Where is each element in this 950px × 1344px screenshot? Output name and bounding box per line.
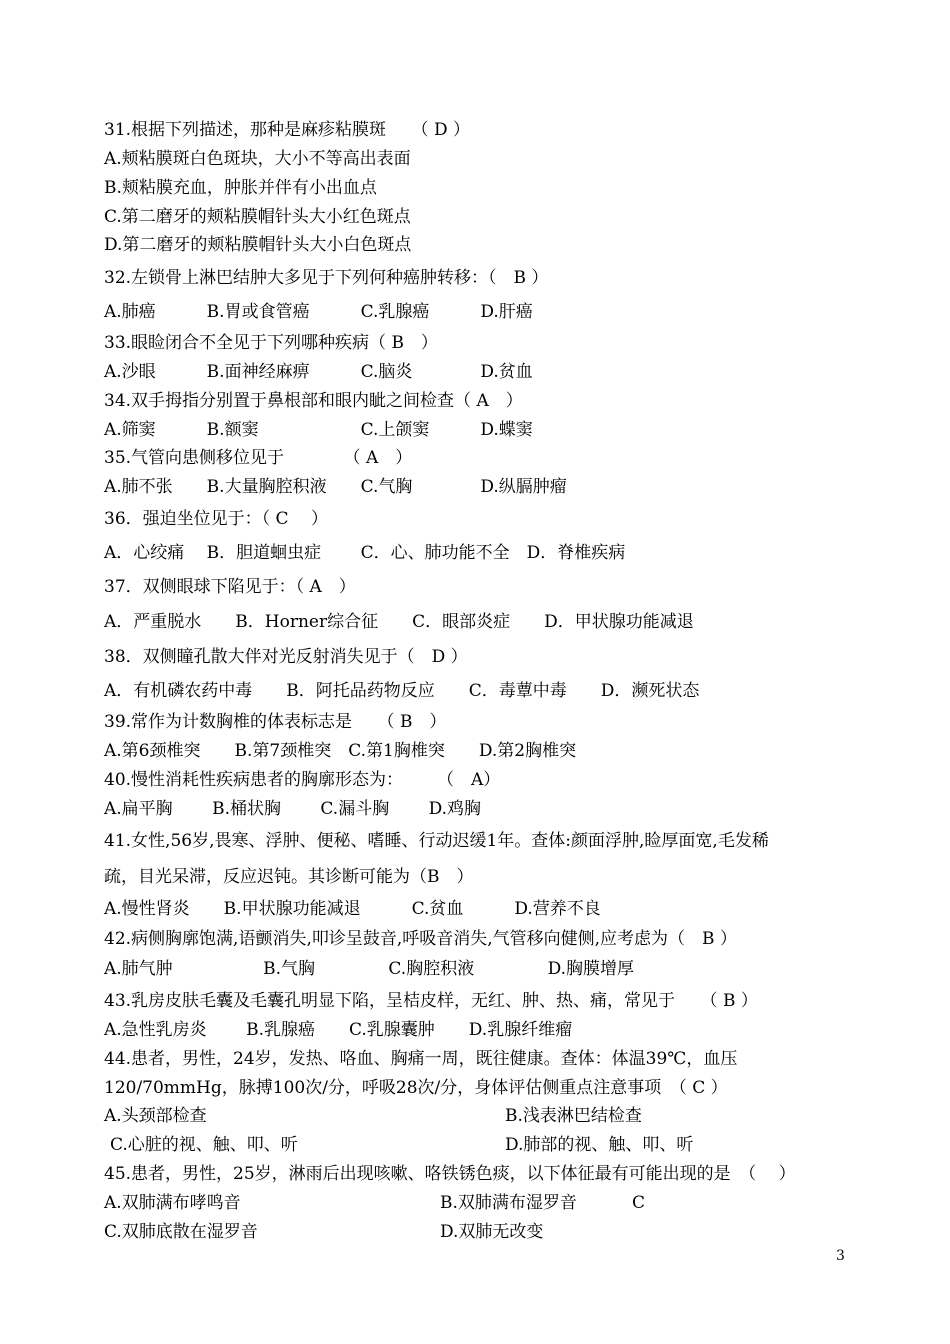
q35-stem: 35.气管向患侧移位见于 （ A ） xyxy=(104,448,413,468)
q31-option-b: B.颊粘膜充血，肿胀并伴有小出血点 xyxy=(104,178,377,198)
q33-stem: 33.眼睑闭合不全见于下列哪种疾病（ B ） xyxy=(104,333,438,353)
page-number: 3 xyxy=(836,1248,845,1264)
q39-options: A.第6颈椎突 B.第7颈椎突 C.第1胸椎突 D.第2胸椎突 xyxy=(104,741,577,761)
q36-stem: 36．强迫坐位见于：（ C ） xyxy=(104,509,328,529)
q45-option-c: C.双肺底散在湿罗音 xyxy=(104,1222,258,1242)
q32-options: A.肺癌 B.胃或食管癌 C.乳腺癌 D.肝癌 xyxy=(104,302,533,322)
q40-options: A.扁平胸 B.桶状胸 C.漏斗胸 D.鸡胸 xyxy=(104,799,482,819)
q44-option-d: D.肺部的视、触、叩、听 xyxy=(505,1135,694,1155)
q44-stem-line1: 44.患者，男性，24岁，发热、咯血、胸痛一周，既往健康。查体：体温39℃，血压 xyxy=(104,1049,738,1069)
q44-stem-line2: 120/70mmHg，脉搏100次/分，呼吸28次/分，身体评估侧重点注意事项 （ C ） xyxy=(104,1078,728,1098)
q44-option-a: A.头颈部检查 xyxy=(104,1106,207,1126)
q38-stem: 38．双侧瞳孔散大伴对光反射消失见于（ D ） xyxy=(104,647,468,667)
q33-options: A.沙眼 B.面神经麻痹 C.脑炎 D.贫血 xyxy=(104,362,533,382)
q39-stem: 39.常作为计数胸椎的体表标志是 （ B ） xyxy=(104,712,447,732)
q37-stem: 37．双侧眼球下陷见于：（ A ） xyxy=(104,577,356,597)
q45-option-d: D.双肺无改变 xyxy=(440,1222,544,1242)
q40-stem: 40.慢性消耗性疾病患者的胸廓形态为： （ A） xyxy=(104,770,501,790)
q41-options: A.慢性肾炎 B.甲状腺功能减退 C.贫血 D.营养不良 xyxy=(104,899,601,919)
q41-stem-line1: 41.女性,56岁,畏寒、浮肿、便秘、嗜睡、行动迟缓1年。查体:颜面浮肿,睑厚面宽,毛发稀 xyxy=(104,831,769,851)
q31-option-a: A.颊粘膜斑白色斑块，大小不等高出表面 xyxy=(104,149,411,169)
q43-options: A.急性乳房炎 B.乳腺癌 C.乳腺囊肿 D.乳腺纤维瘤 xyxy=(104,1020,573,1040)
q31-option-c: C.第二磨牙的颊粘膜帽针头大小红色斑点 xyxy=(104,207,411,227)
q45-option-b: B.双肺满布湿罗音 xyxy=(440,1193,577,1213)
q45-stem: 45.患者，男性，25岁，淋雨后出现咳嗽、咯铁锈色痰，以下体征最有可能出现的是 （ ） xyxy=(104,1164,796,1184)
q41-stem-line2: 疏，目光呆滞，反应迟钝。其诊断可能为（B ） xyxy=(104,867,474,887)
q34-options: A.筛窦 B.额窦 C.上颌窦 D.蝶窦 xyxy=(104,420,533,440)
q32-stem: 32.左锁骨上淋巴结肿大多见于下列何种癌肿转移：（ B ） xyxy=(104,268,549,288)
q42-stem: 42.病侧胸廓饱满,语颤消失,叩诊呈鼓音,呼吸音消失,气管移向健侧,应考虑为（ B ） xyxy=(104,929,737,949)
q44-option-b: B.浅表淋巴结检查 xyxy=(505,1106,642,1126)
q38-options: A．有机磷农药中毒 B．阿托品药物反应 C．毒蕈中毒 D．濒死状态 xyxy=(104,681,700,701)
q45-option-a: A.双肺满布哮鸣音 xyxy=(104,1193,241,1213)
q37-options: A．严重脱水 B．Horner综合征 C．眼部炎症 D．甲状腺功能减退 xyxy=(104,612,694,632)
q45-answer: C xyxy=(632,1193,646,1213)
q35-options: A.肺不张 B.大量胸腔积液 C.气胸 D.纵膈肿瘤 xyxy=(104,477,567,497)
q31-stem: 31.根据下列描述，那种是麻疹粘膜斑 （ D ） xyxy=(104,120,470,140)
q43-stem: 43.乳房皮肤毛囊及毛囊孔明显下陷，呈桔皮样，无红、肿、热、痛，常见于 （ B ） xyxy=(104,991,758,1011)
q44-option-c: C.心脏的视、触、叩、听 xyxy=(110,1135,298,1155)
q31-option-d: D.第二磨牙的颊粘膜帽针头大小白色斑点 xyxy=(104,235,412,255)
q42-options: A.肺气肿 B.气胸 C.胸腔积液 D.胸膜增厚 xyxy=(104,959,635,979)
q34-stem: 34.双手拇指分别置于鼻根部和眼内眦之间检查（ A ） xyxy=(104,391,523,411)
q36-options: A．心绞痛 B．胆道蛔虫症 C．心、肺功能不全 D．脊椎疾病 xyxy=(104,543,626,563)
